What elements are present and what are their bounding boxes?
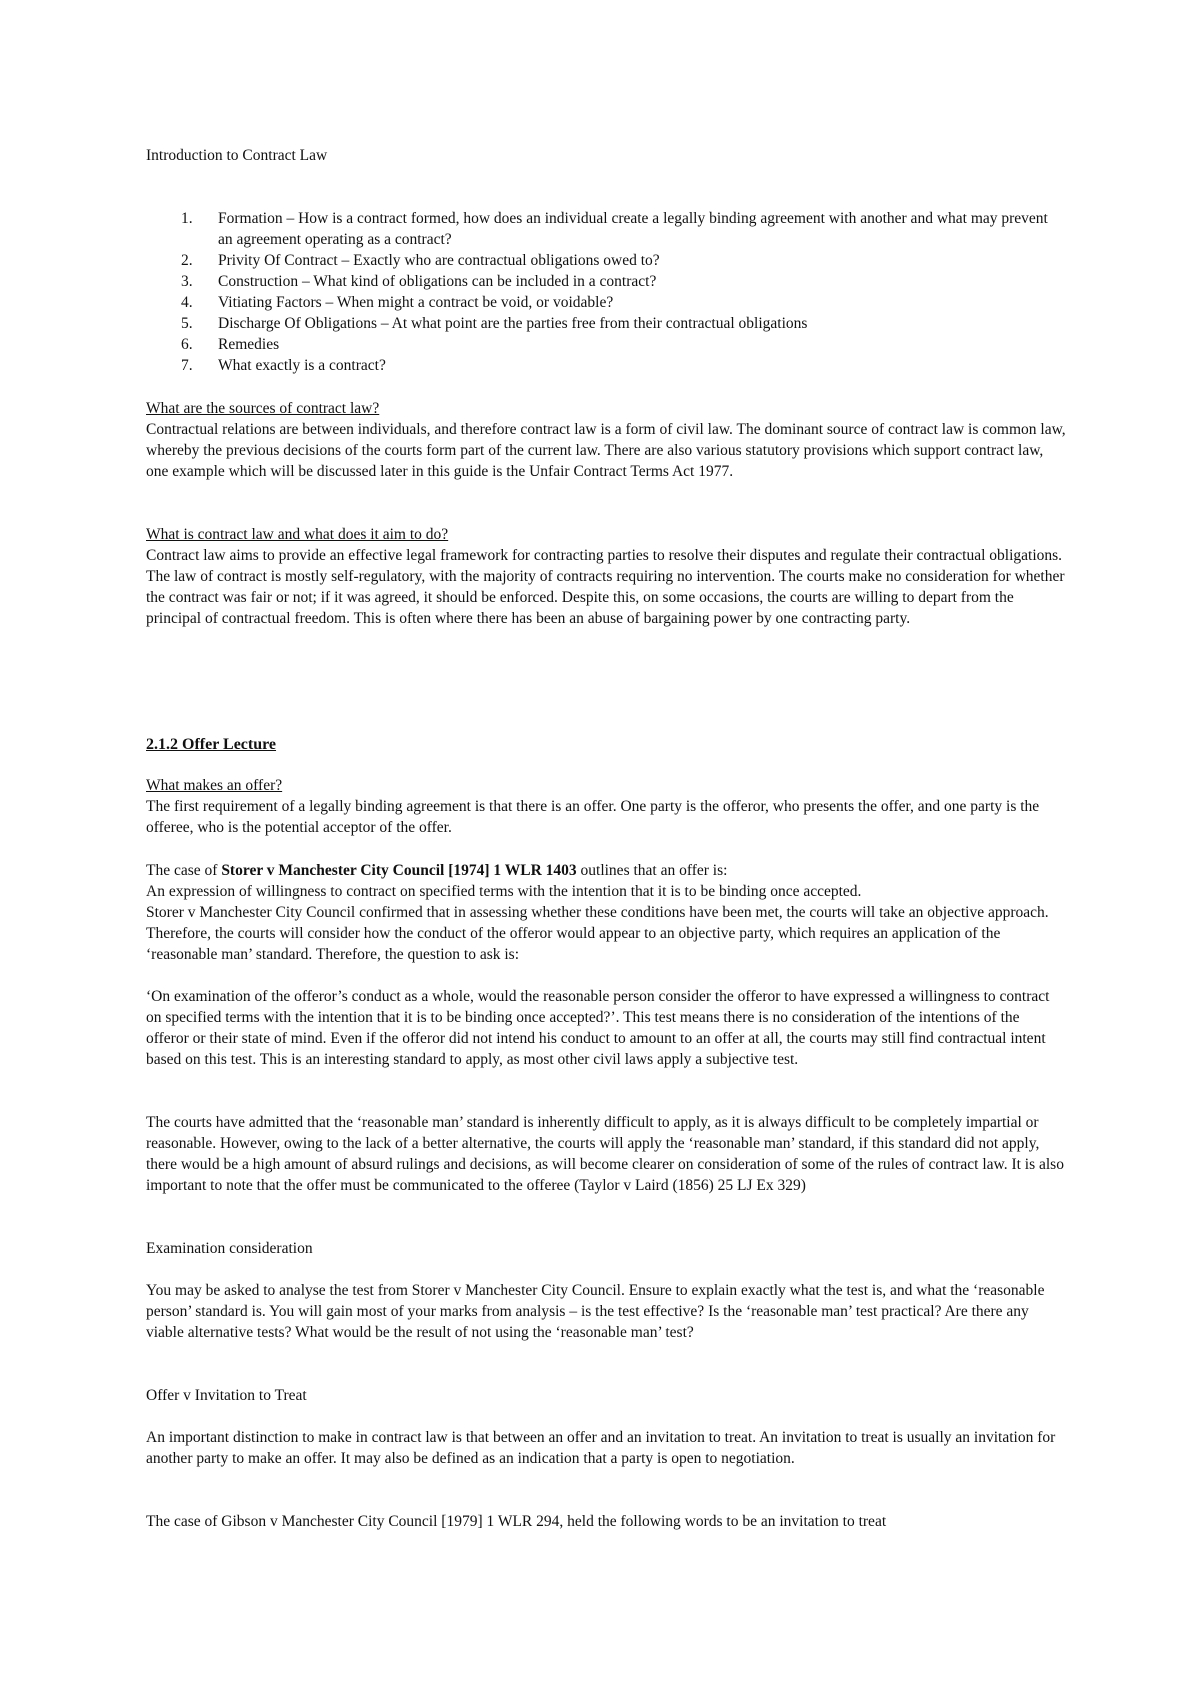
aim-heading: What is contract law and what does it aim to do? xyxy=(146,526,449,543)
list-item: 5. Discharge Of Obligations – At what point are the parties free from their contractual obligations xyxy=(181,315,808,332)
list-item: 1. Formation – How is a contract formed, how does an individual create a legally binding agreement with another and what may prevent an agreement operating as a contract? xyxy=(181,210,1048,248)
makes-offer-section xyxy=(146,775,1066,838)
list-item: 6. Remedies xyxy=(181,336,280,353)
list-item: 7. What exactly is a contract? xyxy=(181,357,386,374)
makes-offer-paragraph: The first requirement of a legally binding agreement is that there is an offer. One party is the offeror, who presents the offer, and one party is the offeree, who is the potential acceptor of the offer. xyxy=(146,798,1040,836)
reasonable-man-paragraph: The courts have admitted that the ‘reasonable man’ standard is inherently difficult to apply, as it is always difficult to be completely impartial or reasonable. However, owing to the lack of a better alternative, the courts will apply the ‘reasonable man’ standard, if this standard did not apply, there would be a high amount of absurd rulings and decisions, as will become clearer on consideration of some of the rules of contract law. It is also important to note that the offer must be communicated to the offeree (Taylor v Laird (1856) 25 LJ Ex 329) xyxy=(146,1114,1064,1194)
itt-heading: Offer v Invitation to Treat xyxy=(146,1387,307,1404)
list-item: 4. Vitiating Factors – When might a contract be void, or voidable? xyxy=(181,294,614,311)
exam-heading: Examination consideration xyxy=(146,1240,313,1257)
sources-paragraph: Contractual relations are between individuals, and therefore contract law is a form of civil law. The dominant source of contract law is common law, whereby the previous decisions of the courts form part of the current law. There are also various statutory provisions which support contract law, one example which will be discussed later in this guide is the Unfair Contract Terms Act 1977. xyxy=(146,421,1066,480)
storer-intro: The case of Storer v Manchester City Council [1974] 1 WLR 1403 outlines that an offer is: xyxy=(146,862,728,879)
sources-heading: What are the sources of contract law? xyxy=(146,400,380,417)
gibson-paragraph: The case of Gibson v Manchester City Council [1979] 1 WLR 294, held the following words to be an invitation to treat xyxy=(146,1513,887,1530)
makes-offer-heading: What makes an offer? xyxy=(146,777,283,794)
section-heading-offer-lecture: 2.1.2 Offer Lecture xyxy=(146,736,277,753)
storer-section xyxy=(146,860,1066,965)
aim-paragraph: Contract law aims to provide an effective legal framework for contracting parties to resolve their disputes and regulate their contractual obligations. The law of contract is mostly self-regulatory, with the majority of contracts requiring no intervention. The courts make no consideration for whether the contract was fair or not; if it was agreed, it should be enforced. Despite this, on some occasions, the courts are willing to depart from the principal of contractual freedom. This is often where there has been an abuse of bargaining power by one contracting party. xyxy=(146,547,1065,627)
offer-definition: An expression of willingness to contract on specified terms with the intention that it is to be binding once accepted. xyxy=(146,883,862,900)
storer-paragraph: Storer v Manchester City Council confirmed that in assessing whether these conditions have been met, the courts will take an objective approach. Therefore, the courts will consider how the conduct of the offeror would appear to an objective party, which requires an application of the ‘reasonable man’ standard. Therefore, the question to ask is: xyxy=(146,904,1049,963)
aim-section xyxy=(146,524,1066,629)
topics-list xyxy=(146,208,1066,376)
exam-paragraph: You may be asked to analyse the test from Storer v Manchester City Council. Ensure to explain exactly what the test is, and what the ‘reasonable person’ standard is. You will gain most of your marks from analysis – is the test effective? Is the ‘reasonable man’ test practical? Are there any viable alternative tests? What would be the result of not using the ‘reasonable man’ test? xyxy=(146,1282,1045,1341)
sources-section xyxy=(146,398,1066,482)
itt-paragraph: An important distinction to make in contract law is that between an offer and an invitation to treat. An invitation to treat is usually an invitation for another party to make an offer. It may also be defined as an indication that a party is open to negotiation. xyxy=(146,1429,1056,1467)
list-item: 2. Privity Of Contract – Exactly who are contractual obligations owed to? xyxy=(181,252,660,269)
question-paragraph: ‘On examination of the offeror’s conduct as a whole, would the reasonable person consider the offeror to have expressed a willingness to contract on specified terms with the intention that it is to be binding once accepted?’. This test means there is no consideration of the intentions of the offeror or their state of mind. Even if the offeror did not intend his conduct to amount to an offer at all, the courts may still find contractual intent based on this test. This is an interesting standard to apply, as most other civil laws apply a subjective test. xyxy=(146,988,1050,1068)
case-citation: Storer v Manchester City Council [1974] 1 WLR 1403 xyxy=(221,862,577,879)
list-item: 3. Construction – What kind of obligations can be included in a contract? xyxy=(181,273,657,290)
page-title: Introduction to Contract Law xyxy=(146,147,328,164)
